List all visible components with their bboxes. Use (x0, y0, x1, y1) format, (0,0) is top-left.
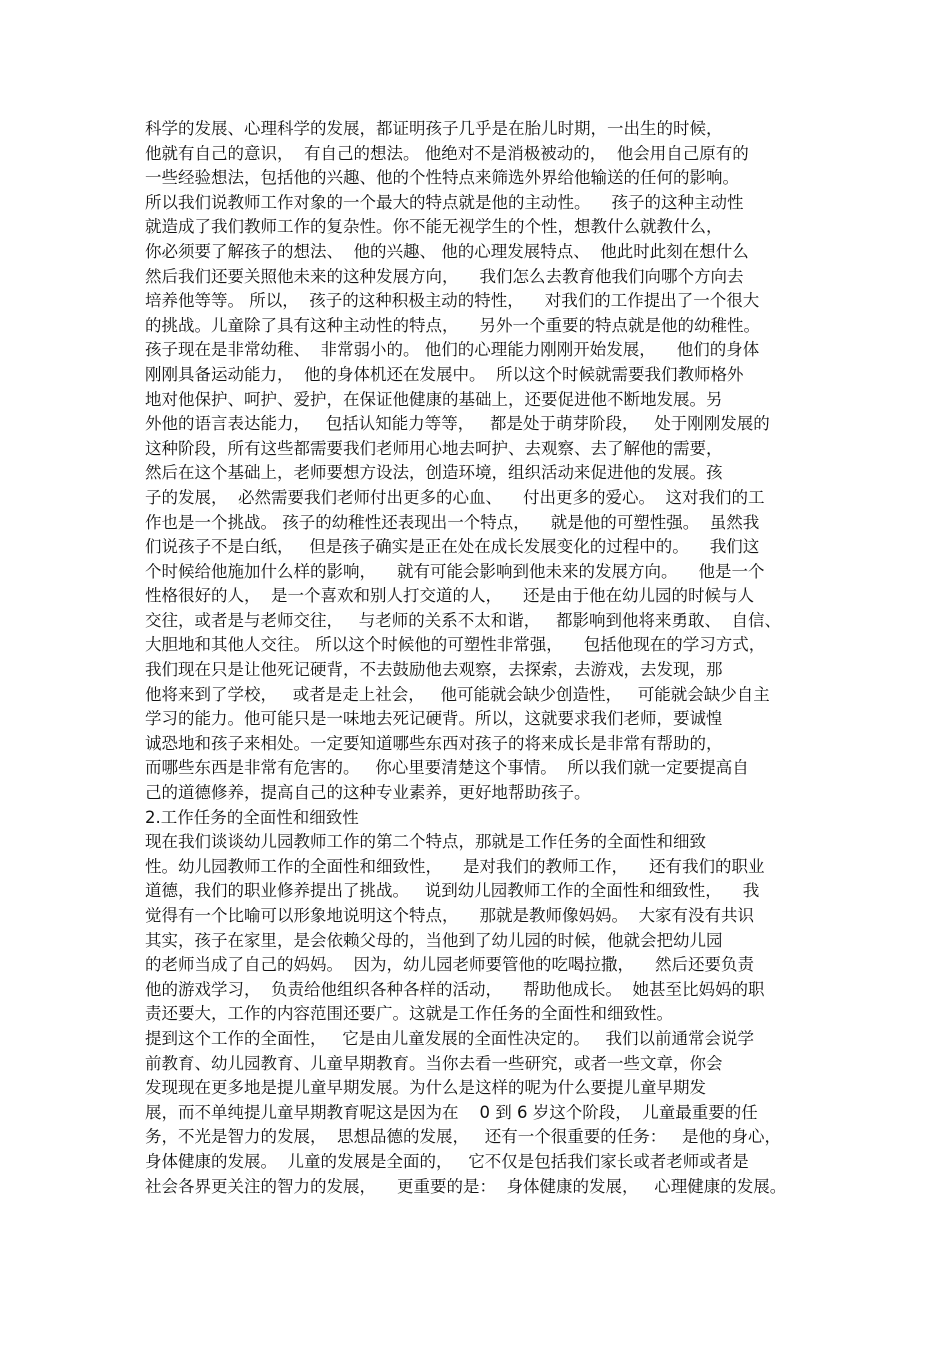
text-line: 社会各界更关注的智力的发展， 更重要的是： 身体健康的发展， 心理健康的发展。 (145, 1176, 787, 1196)
text-line: 就造成了我们教师工作的复杂性。你不能无视学生的个性，想教什么就教什么， (145, 217, 723, 237)
text-line: 发现现在更多地是提儿童早期发展。为什么是这样的呢为什么要提儿童早期发 (145, 1078, 706, 1098)
text-line: 你必须要了解孩子的想法、 他的兴趣、 他的心理发展特点、 他此时此刻在想什么 (145, 241, 749, 261)
text-line: 们说孩子不是白纸， 但是孩子确实是正在处在成长发展变化的过程中的。 我们这 (145, 537, 760, 557)
text-line: 外他的语言表达能力， 包括认知能力等等， 都是处于萌芽阶段， 处于刚刚发展的 (145, 414, 770, 434)
text-line: 这种阶段，所有这些都需要我们老师用心地去呵护、去观察、去了解他的需要， (145, 438, 723, 458)
text-line: 展，而不单纯提儿童早期教育呢这是因为在 0 到 6 岁这个阶段， 儿童最重要的任 (145, 1102, 758, 1122)
text-line: 性格很好的人， 是一个喜欢和别人打交道的人， 还是由于他在幼儿园的时候与人 (145, 586, 754, 606)
text-line: 他将来到了学校， 或者是走上社会， 他可能就会缺少创造性， 可能就会缺少自主 (145, 684, 770, 704)
text-line: 前教育、幼儿园教育、儿童早期教育。当你去看一些研究，或者一些文章，你会 (145, 1053, 723, 1073)
text-line: 提到这个工作的全面性， 它是由儿童发展的全面性决定的。 我们以前通常会说学 (145, 1028, 754, 1048)
text-line: 道德，我们的职业修养提出了挑战。 说到幼儿园教师工作的全面性和细致性， 我 (145, 881, 760, 901)
text-line: 诚恐地和孩子来相处。一定要知道哪些东西对孩子的将来成长是非常有帮助的， (145, 733, 723, 753)
text-line: 大胆地和其他人交往。 所以这个时候他的可塑性非常强， 包括他现在的学习方式， (145, 635, 766, 655)
text-line: 他就有自己的意识， 有自己的想法。 他绝对不是消极被动的， 他会用自己原有的 (145, 143, 749, 163)
text-line: 然后我们还要关照他未来的这种发展方向， 我们怎么去教育他我们向哪个方向去 (145, 266, 744, 286)
text-line: 性。幼儿园教师工作的全面性和细致性， 是对我们的教师工作， 还有我们的职业 (145, 856, 765, 876)
text-line: 身体健康的发展。 儿童的发展是全面的， 它不仅是包括我们家长或者老师或者是 (145, 1151, 749, 1171)
text-line: 科学的发展、心理科学的发展，都证明孩子几乎是在胎儿时期，一出生的时候， (145, 119, 723, 138)
text-line: 孩子现在是非常幼稚、 非常弱小的。 他们的心理能力刚刚开始发展， 他们的身体 (145, 340, 760, 360)
text-line: 觉得有一个比喻可以形象地说明这个特点， 那就是教师像妈妈。 大家有没有共识 (145, 906, 754, 925)
text-line: 务，不光是智力的发展， 思想品德的发展， 还有一个很重要的任务： 是他的身心， (145, 1127, 781, 1147)
text-line: 己的道德修养，提高自己的这种专业素养，更好地帮助孩子。 (145, 783, 591, 803)
text-line: 培养他等等。 所以， 孩子的这种积极主动的特性， 对我们的工作提出了一个很大 (145, 291, 760, 311)
section-heading: 2.工作任务的全面性和细致性 (145, 807, 359, 827)
body-text (145, 117, 825, 1199)
text-line: 子的发展， 必然需要我们老师付出更多的心血、 付出更多的爱心。 这对我们的工 (145, 487, 765, 507)
text-line: 所以我们说教师工作对象的一个最大的特点就是他的主动性。 孩子的这种主动性 (145, 192, 744, 212)
text-line: 然后在这个基础上，老师要想方设法，创造环境，组织活动来促进他的发展。孩 (145, 463, 723, 483)
text-line: 其实，孩子在家里，是会依赖父母的，当他到了幼儿园的时候，他就会把幼儿园 (145, 930, 723, 950)
text-line: 交往，或者是与老师交往， 与老师的关系不太和谐， 都影响到他将来勇敢、 自信、 (145, 610, 781, 630)
text-line: 他的游戏学习， 负责给他组织各种各样的活动， 帮助他成长。 她甚至比妈妈的职 (145, 979, 765, 999)
text-line: 作也是一个挑战。 孩子的幼稚性还表现出一个特点， 就是他的可塑性强。 虽然我 (145, 512, 760, 532)
text-line: 学习的能力。他可能只是一味地去死记硬背。所以，这就要求我们老师，要诚惶 (145, 709, 723, 729)
text-line: 刚刚具备运动能力， 他的身体机还在发展中。 所以这个时候就需要我们教师格外 (145, 364, 744, 384)
text-line: 我们现在只是让他死记硬背，不去鼓励他去观察，去探索，去游戏，去发现，那 (145, 660, 723, 680)
text-line: 现在我们谈谈幼儿园教师工作的第二个特点，那就是工作任务的全面性和细致 (145, 832, 706, 852)
text-line: 而哪些东西是非常有危害的。 你心里要清楚这个事情。 所以我们就一定要提高自 (145, 758, 749, 778)
text-line: 个时候给他施加什么样的影响， 就有可能会影响到他未来的发展方向。 他是一个 (145, 561, 765, 581)
text-line: 的老师当成了自己的妈妈。 因为，幼儿园老师要管他的吃喝拉撒， 然后还要负责 (145, 955, 754, 975)
text-line: 一些经验想法，包括他的兴趣、他的个性特点来筛选外界给他输送的任何的影响。 (145, 168, 739, 188)
text-line: 地对他保护、呵护、爱护，在保证他健康的基础上，还要促进他不断地发展。另 (145, 389, 723, 409)
text-line: 责还要大，工作的内容范围还要广。这就是工作任务的全面性和细致性。 (145, 1004, 673, 1024)
text-line: 的挑战。儿童除了具有这种主动性的特点， 另外一个重要的特点就是他的幼稚性。 (145, 315, 760, 335)
